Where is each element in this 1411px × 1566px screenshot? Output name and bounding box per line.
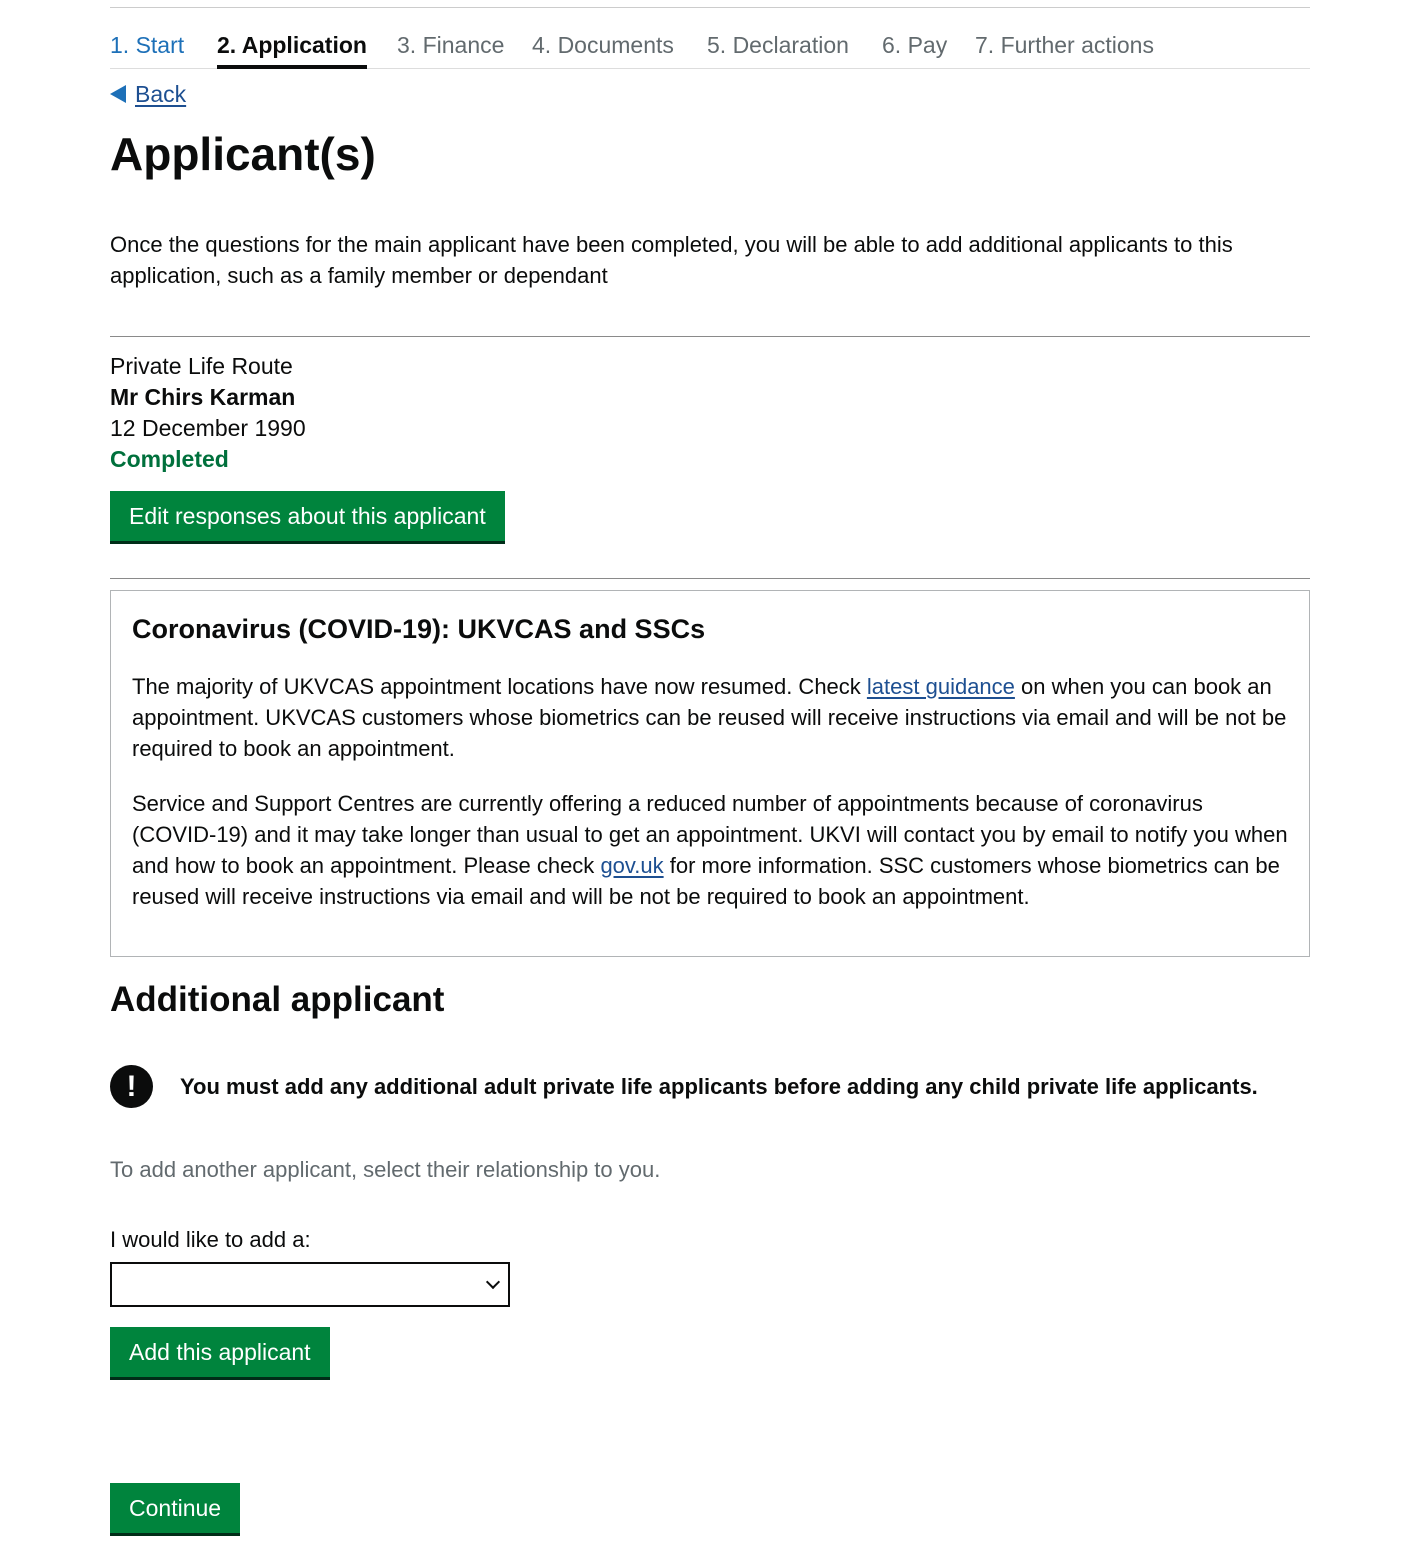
covid-notice [110,590,1310,957]
applicant-dob: 12 December 1990 [110,415,306,441]
covid-text: The majority of UKVCAS appointment locations have now resumed. Check [132,674,867,699]
latest-guidance-link[interactable]: latest guidance [866,674,1015,699]
continue-button[interactable]: Continue [110,1483,240,1533]
back-link[interactable]: Back [135,81,187,107]
step-start[interactable]: 1. Start [110,32,185,58]
warning-icon: ! [110,1065,153,1108]
covid-notice-title: Coronavirus (COVID-19): UKVCAS and SSCs [132,614,706,644]
gov-uk-link[interactable]: gov.uk [600,853,664,878]
back-link-wrapper[interactable] [110,79,186,109]
covid-notice-paragraph-1 [132,671,1292,764]
warning-text: You must add any additional adult private life applicants before adding any child private life applicants. [180,1074,1258,1099]
chevron-down-icon [486,1275,500,1289]
step-application: 2. Application [217,32,367,58]
step-declaration: 5. Declaration [707,32,849,58]
page-title: Applicant(s) [110,128,376,180]
covid-notice-paragraph-2 [132,788,1292,912]
step-documents: 4. Documents [532,32,674,58]
relationship-select[interactable] [110,1262,510,1307]
applicant-route: Private Life Route [110,353,293,379]
intro-text: Once the questions for the main applicant have been completed, you will be able to add additional applicants to this application, such as a family member or dependant [110,232,1233,288]
covid-text: Service and Support Centres are currently offering a reduced number of appointments because of coronavirus (COVID-19) and it may take longer than usual to get an appointment. UKVI will contact you by email to notify you when and how to book an appointment. Please check [132,791,1288,878]
step-navigation [110,7,1310,69]
step-finance: 3. Finance [397,32,505,58]
applicant-name: Mr Chirs Karman [110,384,296,410]
relationship-select-label: I would like to add a: [110,1227,311,1252]
step-further-actions: 7. Further actions [975,32,1154,58]
edit-applicant-button[interactable]: Edit responses about this applicant [110,491,505,541]
covid-text: on when you can book an appointment. UKVCAS customers whose biometrics can be reused will receive instructions via email and will be not be required to book an appointment. [132,674,1287,761]
back-arrow-icon [110,85,126,103]
add-applicant-hint: To add another applicant, select their relationship to you. [110,1157,661,1182]
divider [110,336,1310,337]
add-applicant-button[interactable]: Add this applicant [110,1327,330,1377]
divider [110,578,1310,579]
applicant-status: Completed [110,446,229,472]
additional-applicant-heading: Additional applicant [110,980,445,1019]
covid-text: for more information. SSC customers whose biometrics can be reused will receive instructions via email and will be not be required to book an appointment. [132,853,1280,909]
step-pay: 6. Pay [882,32,948,58]
